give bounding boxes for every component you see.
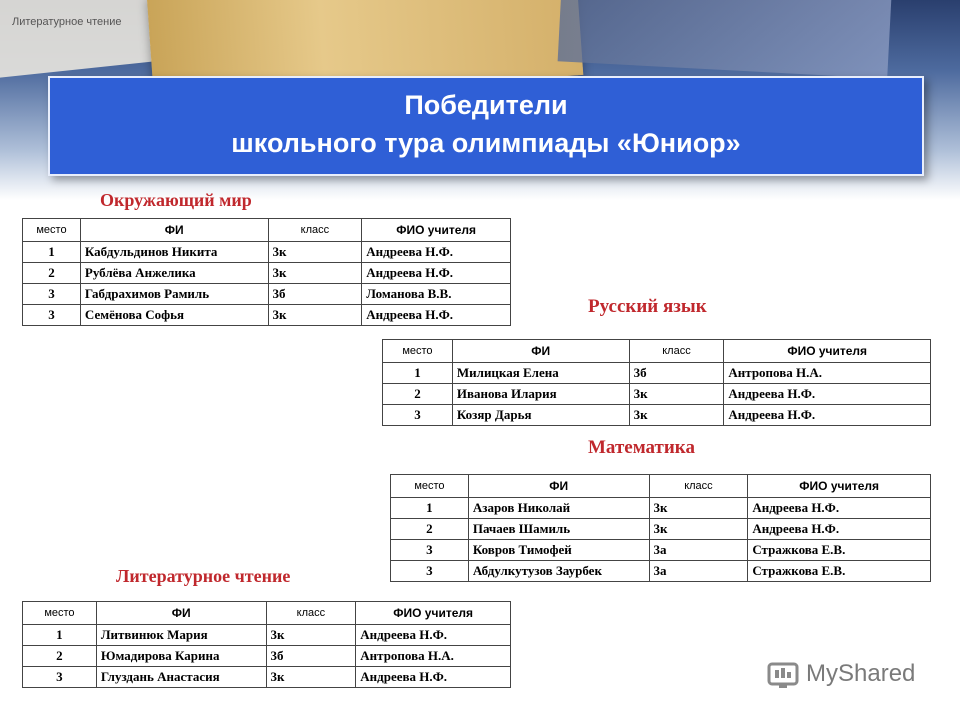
title-line-1: Победители [404,90,568,120]
place-cell: 1 [391,498,469,519]
class-cell: 3к [629,384,724,405]
table-row [391,540,931,561]
title-line-2: школьного тура олимпиады «Юниор» [231,128,741,158]
table-header-row [23,219,511,242]
place-cell: 1 [383,363,453,384]
header-name: ФИ [96,602,266,625]
place-cell: 2 [383,384,453,405]
teacher-cell: Андреева Н.Ф. [724,405,931,426]
name-cell: Рублёва Анжелика [80,263,268,284]
class-cell: 3к [268,242,362,263]
place-cell: 3 [391,540,469,561]
teacher-cell: Антропова Н.А. [724,363,931,384]
place-cell: 3 [23,305,81,326]
section-title-math: Математика [588,437,695,458]
teacher-cell: Андреева Н.Ф. [362,305,511,326]
header-place: место [391,475,469,498]
header-place: место [23,219,81,242]
table-header-row [383,340,931,363]
table-row [23,667,511,688]
table-row [391,498,931,519]
class-cell: 3б [629,363,724,384]
teacher-cell: Андреева Н.Ф. [362,242,511,263]
name-cell: Юмадирова Карина [96,646,266,667]
table-row [23,284,511,305]
teacher-cell: Стражкова Е.В. [748,561,931,582]
table-header-row [23,602,511,625]
class-cell: 3к [268,263,362,284]
name-cell: Иванова Илария [452,384,629,405]
header-name: ФИ [468,475,649,498]
name-cell: Литвинюк Мария [96,625,266,646]
place-cell: 3 [23,284,81,305]
name-cell: Азаров Николай [468,498,649,519]
results-table-world [22,218,511,326]
header-teacher: ФИО учителя [748,475,931,498]
header-class: класс [266,602,356,625]
teacher-cell: Андреева Н.Ф. [356,625,511,646]
table-row [383,384,931,405]
table-row [391,519,931,540]
class-cell: 3к [268,305,362,326]
class-cell: 3к [266,667,356,688]
header-class: класс [268,219,362,242]
teacher-cell: Андреева Н.Ф. [724,384,931,405]
section-title-reading: Литературное чтение [116,566,291,586]
corner-label: Литературное чтение [12,16,122,28]
table-row [23,305,511,326]
place-cell: 2 [23,263,81,284]
table-row [383,405,931,426]
name-cell: Глуздань Анастасия [96,667,266,688]
results-table-russian [382,339,931,426]
book-cover-blue [558,0,893,79]
header-class: класс [629,340,724,363]
paper-sheet [0,0,164,79]
class-cell: 3а [649,561,748,582]
place-cell: 3 [383,405,453,426]
header-name: ФИ [452,340,629,363]
place-cell: 2 [23,646,97,667]
name-cell: Ковров Тимофей [468,540,649,561]
section-title-world: Окружающий мир [100,190,252,210]
table-row [23,263,511,284]
table-row [23,625,511,646]
header-place: место [23,602,97,625]
place-cell: 3 [23,667,97,688]
class-cell: 3к [649,519,748,540]
place-cell: 1 [23,625,97,646]
class-cell: 3к [649,498,748,519]
section-title-russian: Русский язык [588,296,707,317]
class-cell: 3б [266,646,356,667]
name-cell: Пачаев Шамиль [468,519,649,540]
teacher-cell: Андреева Н.Ф. [356,667,511,688]
class-cell: 3б [268,284,362,305]
name-cell: Абдулкутузов Заурбек [468,561,649,582]
name-cell: Габдрахимов Рамиль [80,284,268,305]
class-cell: 3к [629,405,724,426]
results-table-reading [22,601,511,688]
myshared-logo[interactable] [766,656,915,692]
name-cell: Кабдульдинов Никита [80,242,268,263]
class-cell: 3к [266,625,356,646]
table-row [391,561,931,582]
myshared-logo-icon [766,658,800,690]
table-row [383,363,931,384]
title-banner [48,76,924,176]
name-cell: Козяр Дарья [452,405,629,426]
header-name: ФИ [80,219,268,242]
teacher-cell: Андреева Н.Ф. [748,498,931,519]
teacher-cell: Антропова Н.А. [356,646,511,667]
header-teacher: ФИО учителя [724,340,931,363]
table-header-row [391,475,931,498]
teacher-cell: Андреева Н.Ф. [748,519,931,540]
header-teacher: ФИО учителя [356,602,511,625]
name-cell: Семёнова Софья [80,305,268,326]
table-row [23,646,511,667]
teacher-cell: Стражкова Е.В. [748,540,931,561]
header-teacher: ФИО учителя [362,219,511,242]
place-cell: 1 [23,242,81,263]
place-cell: 2 [391,519,469,540]
table-row [23,242,511,263]
name-cell: Милицкая Елена [452,363,629,384]
results-table-math [390,474,931,582]
logo-text: MyShared [806,660,916,687]
teacher-cell: Андреева Н.Ф. [362,263,511,284]
place-cell: 3 [391,561,469,582]
teacher-cell: Ломанова В.В. [362,284,511,305]
class-cell: 3а [649,540,748,561]
header-place: место [383,340,453,363]
header-class: класс [649,475,748,498]
